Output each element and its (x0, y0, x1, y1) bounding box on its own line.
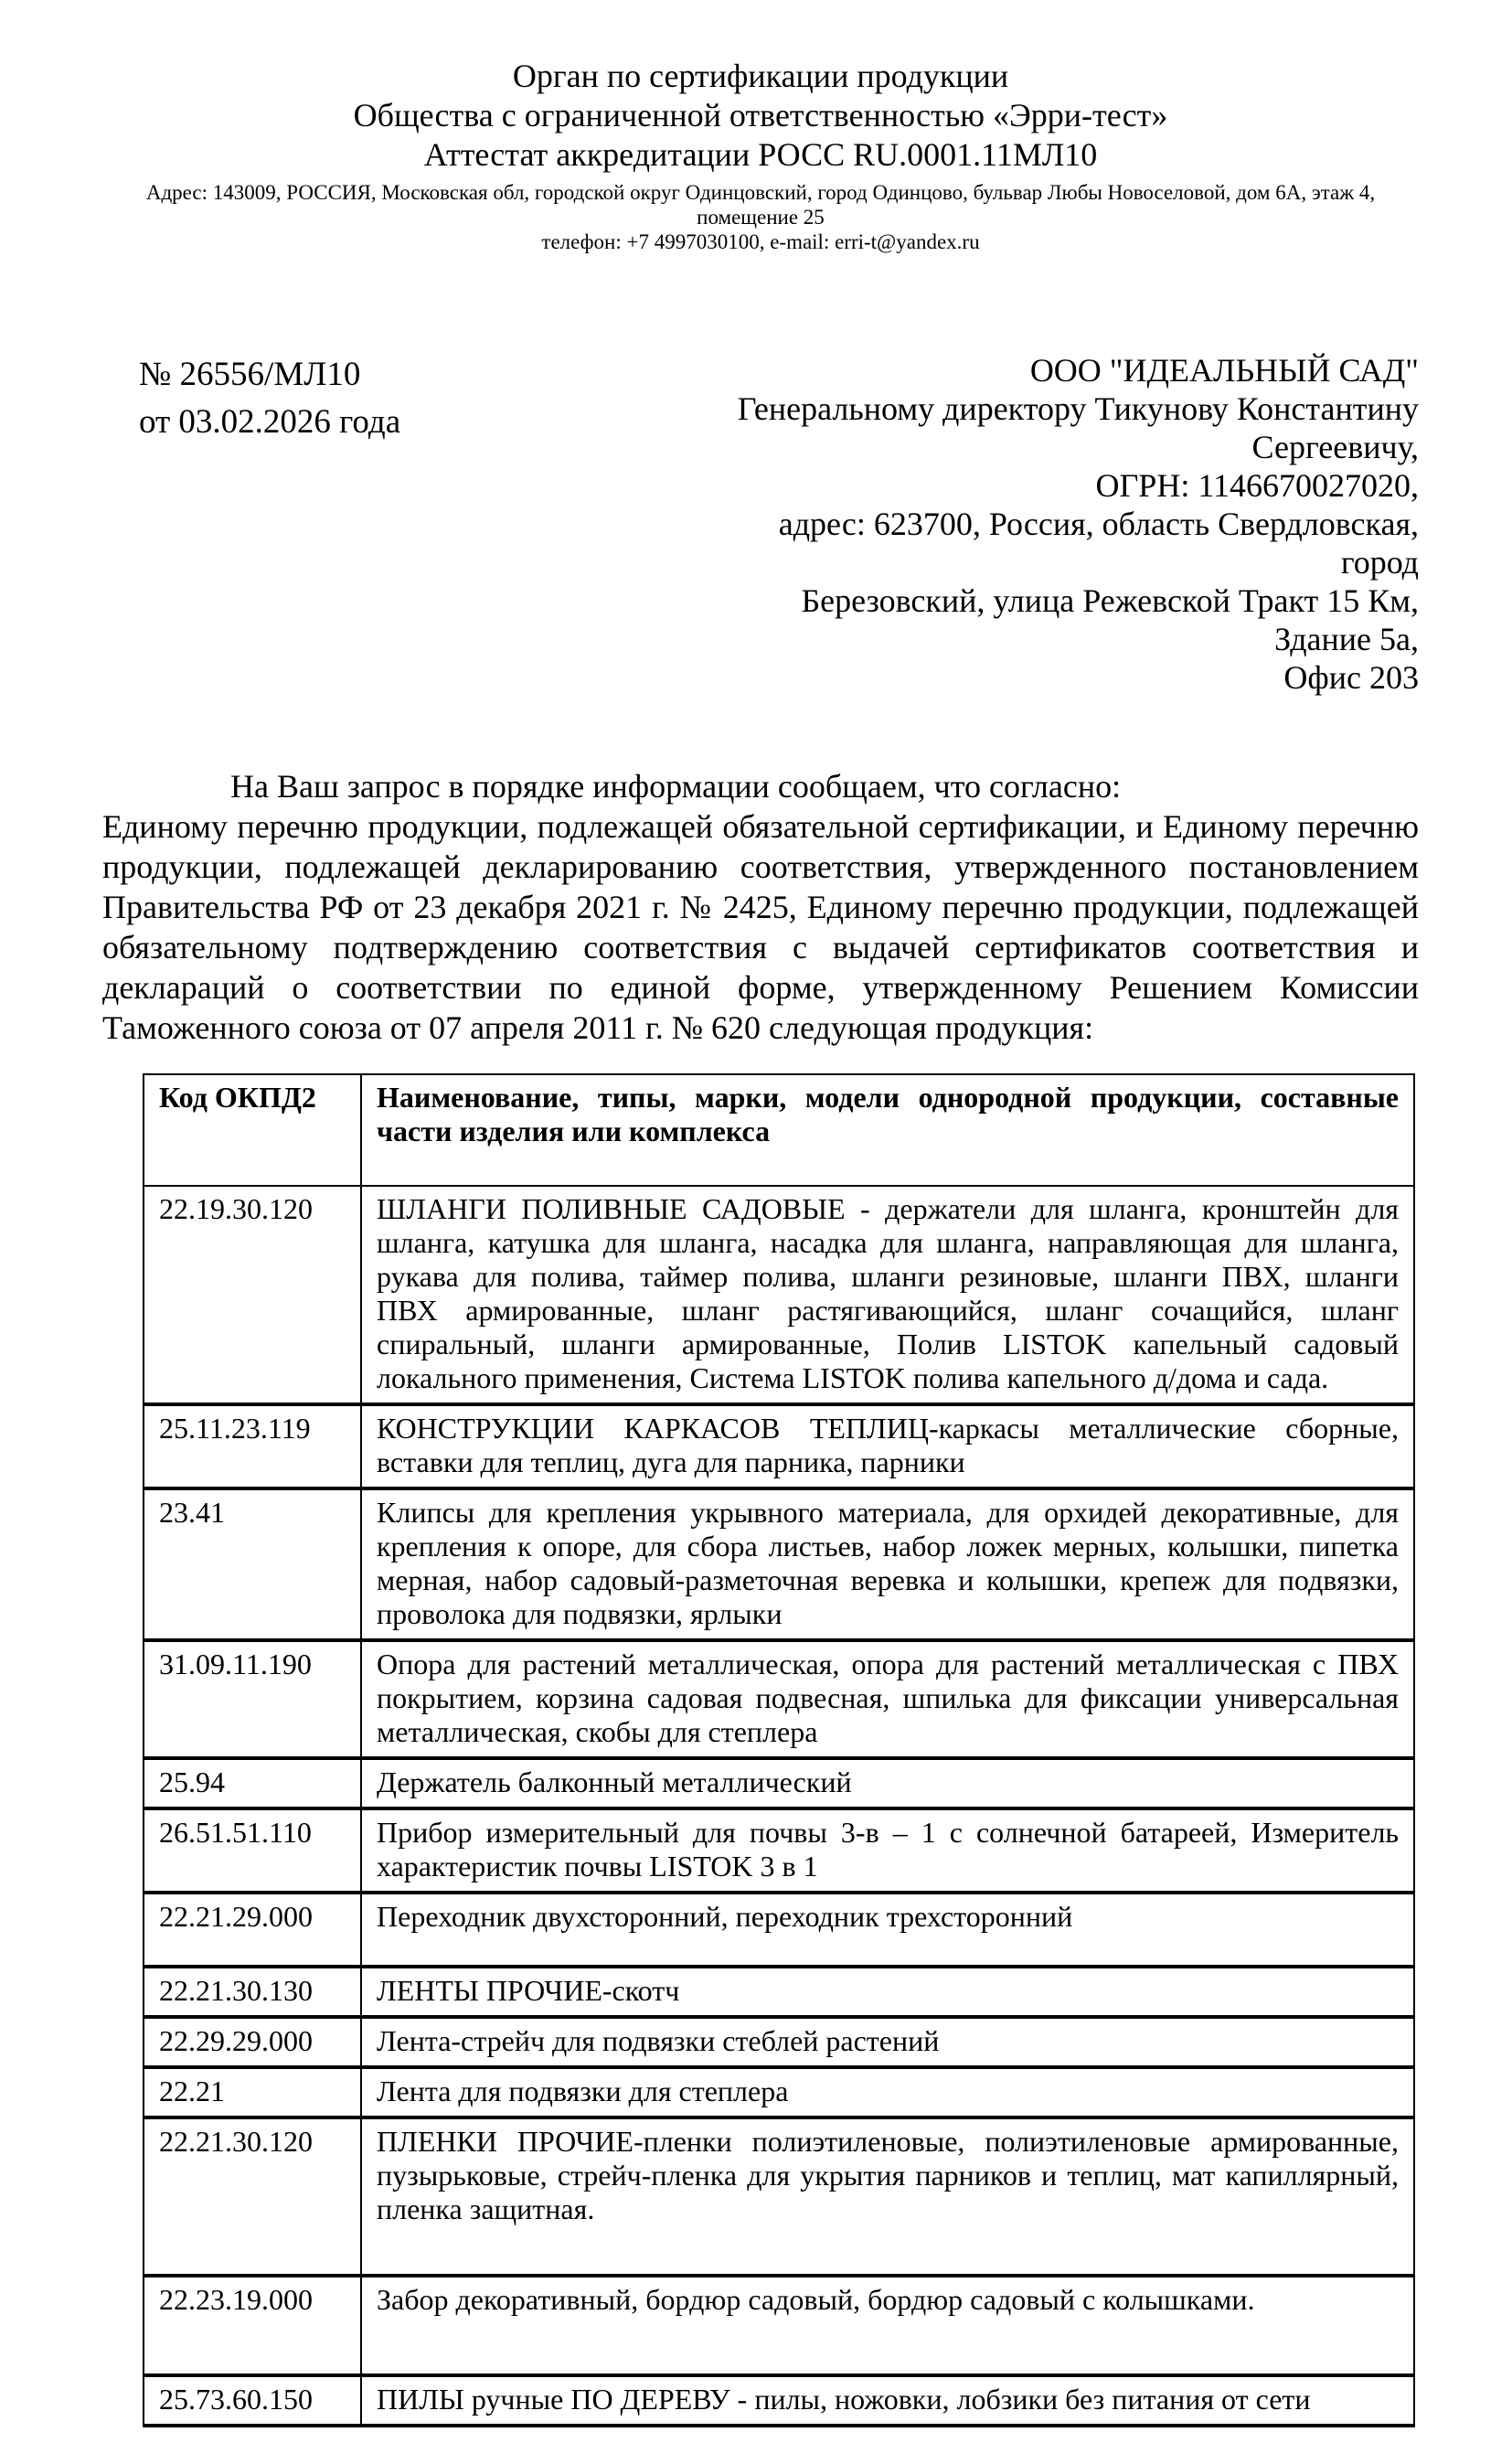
code-cell: 26.51.51.110 (144, 1808, 361, 1893)
name-cell: ШЛАНГИ ПОЛИВНЫЕ САДОВЫЕ - держатели для шланга, кронштейн для шланга, катушка для шланга, насадка для шланга, направляющая для шланга, рукава для полива, таймер полива, шланги резиновые, шланги ПВХ, шланги ПВХ армированные, шланг растягивающийся, шланг сочащийся, шланг спиральный, шланги армированные, Полив LISTOK капельный садовый локального применения, Система LISTOK полива капельного д/дома и сада. (361, 1186, 1414, 1404)
letterhead-address-line: помещение 25 (697, 206, 825, 229)
main-paragraph: Единому перечню продукции, подлежащей обязательной сертификации, и Единому перечню продукции, подлежащей декларированию соответствия, утвержденного постановлением Правительства РФ от 23 декабря 2021 г. № 2425, Единому перечню продукции, подлежащей обязательному подтверждению соответствия с выдачей сертификатов соответствия и деклараций о соответствии по единой форме, утвержденному Решением Комиссии Таможенного союза от 07 апреля 2011 г. № 620 следующая продукция: (102, 808, 1419, 1046)
letterhead-org-lines (102, 57, 1419, 175)
name-cell: ПИЛЫ ручные ПО ДЕРЕВУ - пилы, ножовки, лобзики без питания от сети (361, 2375, 1414, 2426)
table-row (144, 1893, 1414, 1967)
letterhead (102, 57, 1419, 254)
column-header-name: Наименование, типы, марки, модели однородной продукции, составные части изделия или комплекса (361, 1074, 1414, 1186)
code-cell: 23.41 (144, 1488, 361, 1640)
table-row (144, 1640, 1414, 1758)
code-cell: 22.19.30.120 (144, 1186, 361, 1404)
name-cell: КОНСТРУКЦИИ КАРКАСОВ ТЕПЛИЦ-каркасы металлические сборные, вставки для теплиц, дуга для парника, парники (361, 1404, 1414, 1488)
table-row (144, 1488, 1414, 1640)
code-cell: 22.23.19.000 (144, 2276, 361, 2375)
table-row (144, 2276, 1414, 2375)
addressee-line: ОГРН: 1146670027020, (1095, 467, 1419, 504)
letterhead-org-line: Общества с ограниченной ответственностью «Эрри-тест» (353, 97, 1168, 133)
code-cell: 25.73.60.150 (144, 2375, 361, 2426)
letterhead-address-lines (102, 180, 1419, 254)
table-row (144, 2375, 1414, 2426)
column-header-code: Код ОКПД2 (144, 1074, 361, 1186)
intro-paragraph: На Ваш запрос в порядке информации сообщаем, что согласно: (230, 768, 1122, 805)
reference-and-addressee-row (102, 351, 1419, 697)
name-cell: ПЛЕНКИ ПРОЧИЕ-пленки полиэтиленовые, полиэтиленовые армированные, пузырьковые, стрейч-пленка для укрытия парников и теплиц, мат капиллярный, пленка защитная. (361, 2117, 1414, 2276)
name-cell: Опора для растений металлическая, опора для растений металлическая с ПВХ покрытием, корзина садовая подвесная, шпилька для фиксации универсальная металлическая, скобы для степлера (361, 1640, 1414, 1758)
code-cell: 25.94 (144, 1758, 361, 1808)
code-cell: 22.21 (144, 2067, 361, 2117)
table-row (144, 2017, 1414, 2067)
name-cell: Лента для подвязки для степлера (361, 2067, 1414, 2117)
addressee-line: ООО "ИДЕАЛЬНЫЙ САД" (1029, 352, 1419, 389)
name-cell: Прибор измерительный для почвы 3-в – 1 с солнечной батареей, Измеритель характеристик почвы LISTOK 3 в 1 (361, 1808, 1414, 1893)
table-row (144, 2117, 1414, 2276)
name-cell: Лента-стрейч для подвязки стеблей растений (361, 2017, 1414, 2067)
addressee-block (715, 351, 1419, 697)
table-row (144, 2067, 1414, 2117)
name-cell: Забор декоративный, бордюр садовый, бордюр садовый с колышками. (361, 2276, 1414, 2375)
addressee-line: Офис 203 (1283, 659, 1419, 696)
addressee-line: адрес: 623700, Россия, область Свердловская, город (778, 506, 1419, 581)
reference-date: от 03.02.2026 года (139, 403, 401, 441)
product-table (143, 1073, 1415, 2427)
table-row (144, 1808, 1414, 1893)
table-row (144, 1967, 1414, 2017)
addressee-line: Генеральному директору Тикунову Константину (737, 390, 1419, 427)
table-row (144, 1186, 1414, 1404)
code-cell: 22.21.29.000 (144, 1893, 361, 1967)
letterhead-org-line: Аттестат аккредитации РОСС RU.0001.11МЛ10 (423, 136, 1098, 173)
product-table-body (144, 1186, 1414, 2426)
letter-body (102, 766, 1419, 1048)
addressee-line: Сергеевичу, (1251, 429, 1419, 465)
code-cell: 22.21.30.120 (144, 2117, 361, 2276)
reference-block (139, 351, 400, 446)
code-cell: 22.21.30.130 (144, 1967, 361, 2017)
header-row (144, 1074, 1414, 1186)
code-cell: 31.09.11.190 (144, 1640, 361, 1758)
product-table-header (144, 1074, 1414, 1186)
reference-number: № 26556/МЛ10 (139, 356, 361, 393)
name-cell: ЛЕНТЫ ПРОЧИЕ-скотч (361, 1967, 1414, 2017)
code-cell: 25.11.23.119 (144, 1404, 361, 1488)
name-cell: Клипсы для крепления укрывного материала, для орхидей декоративные, для крепления к опоре, для сбора листьев, набор ложек мерных, колышки, пипетка мерная, набор садовый-разметочная веревка и колышки, крепеж для подвязки, проволока для подвязки, ярлыки (361, 1488, 1414, 1640)
table-row (144, 1758, 1414, 1808)
name-cell: Держатель балконный металлический (361, 1758, 1414, 1808)
letterhead-address-line: телефон: +7 4997030100, e-mail: erri-t@yandex.ru (541, 230, 980, 253)
letterhead-address-line: Адрес: 143009, РОССИЯ, Московская обл, городской округ Одинцовский, город Одинцово, бульвар Любы Новоселовой, дом 6А, этаж 4, (145, 181, 1376, 204)
letterhead-org-line: Орган по сертификации продукции (512, 58, 1009, 94)
table-row (144, 1404, 1414, 1488)
code-cell: 22.29.29.000 (144, 2017, 361, 2067)
addressee-line: Березовский, улица Режевской Тракт 15 Км, Здание 5а, (801, 582, 1419, 657)
name-cell: Переходник двухсторонний, переходник трехсторонний (361, 1893, 1414, 1967)
